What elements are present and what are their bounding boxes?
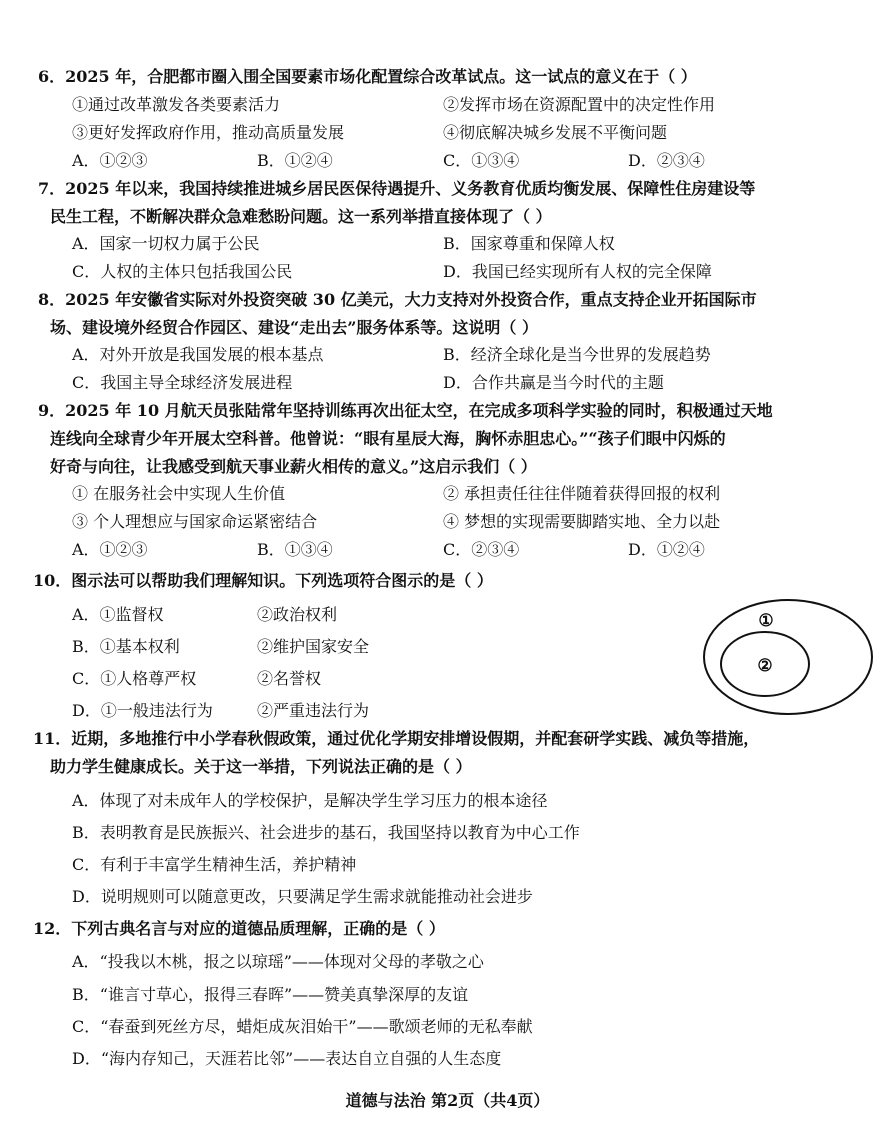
q11-choice-c: C．有利于丰富学生精神生活，养护精神 [72, 855, 357, 874]
q6-option-4: ④彻底解决城乡发展不平衡问题 [443, 123, 668, 142]
q8-choice-c: C．我国主导全球经济发展进程 [72, 373, 293, 392]
q9-stem-line1: 9．2025 年 10 月航天员张陆常年坚持训练再次出征太空，在完成多项科学实验的同时，积极通过天地 [38, 401, 773, 420]
q7-choice-b: B．国家尊重和保障人权 [443, 234, 615, 253]
q10-choice-a-2: ②政治权利 [257, 605, 338, 624]
q8-choice-a: A．对外开放是我国发展的根本基点 [72, 345, 324, 364]
outer-ellipse-label: ① [758, 611, 774, 631]
q9-option-2: ② 承担责任往往伴随着获得回报的权利 [443, 484, 721, 503]
q12-choice-c: C．“春蚕到死丝方尽，蜡炬成灰泪始干”——歌颂老师的无私奉献 [72, 1017, 533, 1036]
q9-stem-line2: 连线向全球青少年开展太空科普。他曾说：“眼有星辰大海，胸怀赤胆忠心。”“孩子们眼中闪烁的 [50, 429, 726, 448]
q12-stem: 12．下列古典名言与对应的道德品质理解，正确的是（ ） [33, 919, 445, 938]
outer-ellipse [704, 600, 872, 714]
q8-choice-d: D．合作共赢是当今时代的主题 [443, 373, 664, 392]
q11-choice-b: B．表明教育是民族振兴、社会进步的基石，我国坚持以教育为中心工作 [72, 823, 580, 842]
inner-ellipse-label: ② [757, 656, 773, 676]
q10-choice-a-1: A．①监督权 [72, 605, 164, 624]
q6-choice-a: A．①②③ [72, 151, 148, 170]
q10-choice-c-1: C．①人格尊严权 [72, 669, 197, 688]
q7-choice-c: C．人权的主体只包括我国公民 [72, 262, 293, 281]
q11-choice-d: D．说明规则可以随意更改，只要满足学生需求就能推动社会进步 [72, 887, 533, 906]
q9-option-1: ① 在服务社会中实现人生价值 [72, 484, 286, 503]
page-footer: 道德与法治 第2页（共4页） [345, 1091, 550, 1110]
q11-choice-a: A．体现了对未成年人的学校保护，是解决学生学习压力的根本途径 [72, 791, 548, 810]
q6-choice-b: B．①②④ [257, 151, 333, 170]
q10-choice-c-2: ②名誉权 [257, 669, 322, 688]
q7-choice-d: D．我国已经实现所有人权的完全保障 [443, 262, 712, 281]
q10-choice-d-2: ②严重违法行为 [257, 701, 370, 720]
q6-choice-d: D．②③④ [628, 151, 705, 170]
q6-option-2: ②发挥市场在资源配置中的决定性作用 [443, 95, 716, 114]
q6-option-3: ③更好发挥政府作用，推动高质量发展 [72, 123, 345, 142]
q12-choice-b: B．“谁言寸草心，报得三春晖”——赞美真挚深厚的友谊 [72, 985, 469, 1004]
q11-stem-line1: 11．近期，多地推行中小学春秋假政策，通过优化学期安排增设假期，并配套研学实践、减负等措施， [33, 729, 760, 748]
nested-ellipse-diagram [702, 598, 875, 716]
q9-option-4: ④ 梦想的实现需要脚踏实地、全力以赴 [443, 512, 721, 531]
q10-stem: 10．图示法可以帮助我们理解知识。下列选项符合图示的是（ ） [33, 571, 493, 590]
q6-choice-c: C．①③④ [443, 151, 520, 170]
q7-choice-a: A．国家一切权力属于公民 [72, 234, 260, 253]
q6-option-1: ①通过改革激发各类要素活力 [72, 95, 281, 114]
q9-choice-d: D．①②④ [628, 540, 705, 559]
q6-stem: 6．2025 年，合肥都市圈入围全国要素市场化配置综合改革试点。这一试点的意义在于（ ） [38, 67, 697, 86]
q8-stem-line1: 8．2025 年安徽省实际对外投资突破 30 亿美元，大力支持对外投资合作，重点支持企业开拓国际市 [38, 290, 757, 309]
q7-stem-line2: 民生工程，不断解决群众急难愁盼问题。这一系列举措直接体现了（ ） [50, 207, 552, 226]
q9-choice-c: C．②③④ [443, 540, 520, 559]
q9-choice-a: A．①②③ [72, 540, 148, 559]
q7-stem-line1: 7．2025 年以来，我国持续推进城乡居民医保待遇提升、义务教育优质均衡发展、保障性住房建设等 [38, 179, 756, 198]
q12-choice-d: D．“海内存知己，天涯若比邻”——表达自立自强的人生态度 [72, 1049, 502, 1068]
q10-choice-b-1: B．①基本权利 [72, 637, 180, 656]
q11-stem-line2: 助力学生健康成长。关于这一举措，下列说法正确的是（ ） [50, 757, 472, 776]
q9-option-3: ③ 个人理想应与国家命运紧密结合 [72, 512, 318, 531]
q8-stem-line2: 场、建设境外经贸合作园区、建设“走出去”服务体系等。这说明（ ） [50, 318, 538, 337]
q10-choice-d-1: D．①一般违法行为 [72, 701, 213, 720]
q8-choice-b: B．经济全球化是当今世界的发展趋势 [443, 345, 711, 364]
q9-choice-b: B．①③④ [257, 540, 333, 559]
q9-stem-line3: 好奇与向往，让我感受到航天事业薪火相传的意义。”这启示我们（ ） [50, 457, 537, 476]
q12-choice-a: A．“投我以木桃，报之以琼瑶”——体现对父母的孝敬之心 [72, 952, 484, 971]
q10-choice-b-2: ②维护国家安全 [257, 637, 370, 656]
